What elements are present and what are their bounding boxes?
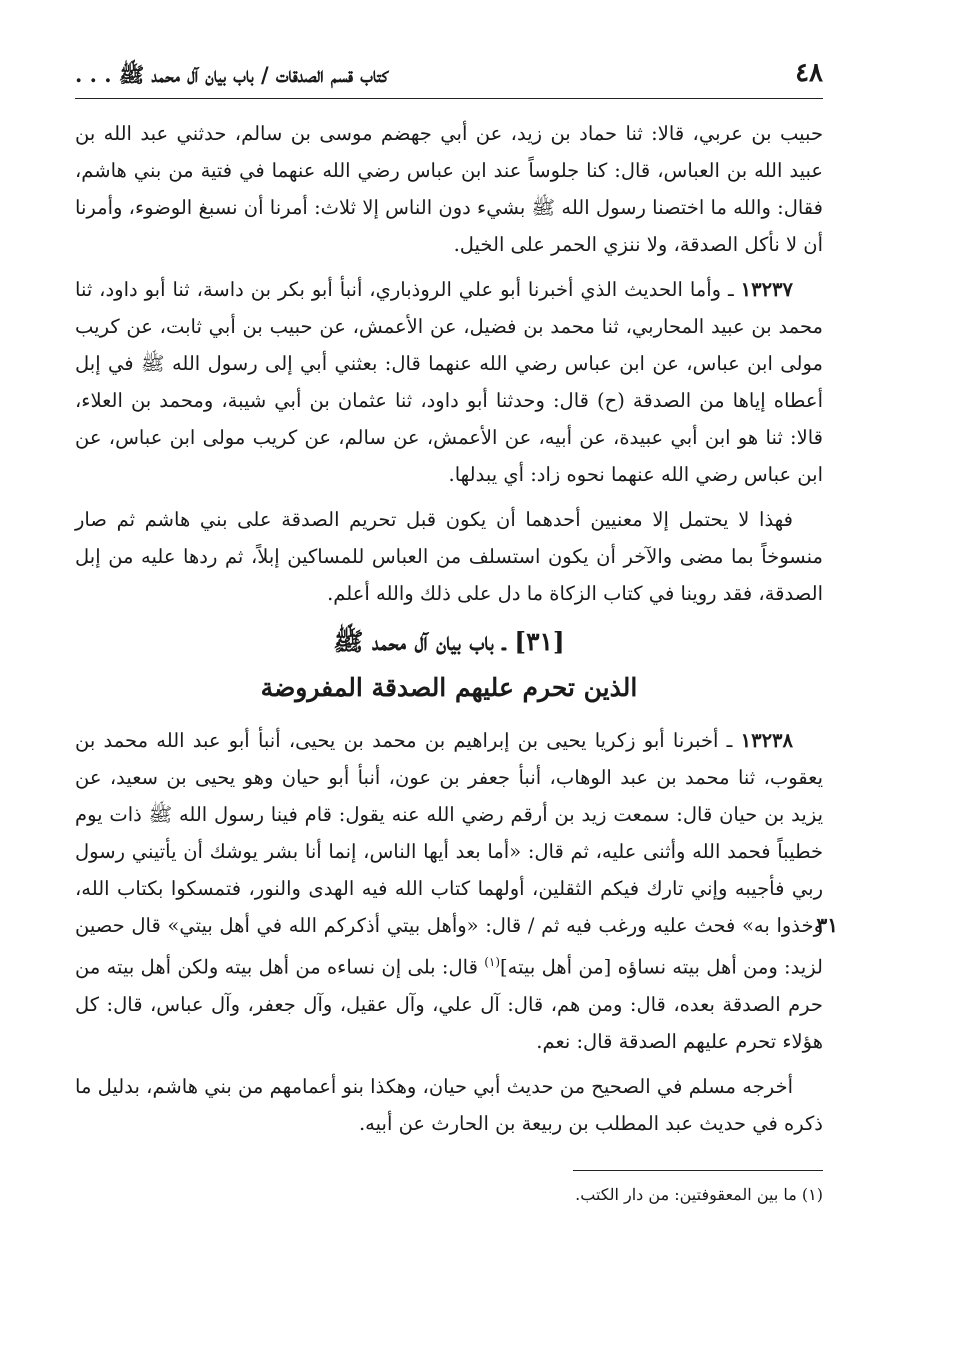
book-page bbox=[75, 52, 838, 1312]
paragraph-3: فهذا لا يحتمل إلا معنيين أحدهما أن يكون قبل تحريم الصدقة على بني هاشم ثم صار منسوخاً بما مضى والآخر أن يكون استسلف من العباس للمساكين إبلاً، ثم ردها عليه من إبل الصدقة، فقد روينا في كتاب الزكاة ما دل على ذلك والله أعلم. bbox=[75, 508, 823, 605]
hadith-text-end: قال: بلى إن نساءه من أهل بيته ولكن أهل بيته من حرم الصدقة بعده، قال: ومن هم، قال: آل علي، وآل عقيل، وآل جعفر، وآل عباس، قال: كل هؤلاء تحرم عليهم الصدقة قال: نعم. bbox=[75, 955, 823, 1053]
footnote: (١) ما بين المعقوفتين: من دار الكتب. bbox=[575, 1184, 823, 1204]
margin-folio-note: ٣١ bbox=[816, 913, 838, 937]
hadith-number: ١٣٢٣٨ bbox=[740, 729, 793, 752]
page-header bbox=[75, 52, 823, 99]
chapter-subtitle: الذين تحرم عليهم الصدقة المفروضة bbox=[260, 673, 638, 702]
paragraph-hadith-13238 bbox=[75, 722, 838, 1060]
hadith-number: ١٣٢٣٧ bbox=[740, 278, 793, 301]
paragraph-hadith-13237 bbox=[75, 271, 823, 493]
hadith-text: ـ أخبرنا أبو زكريا يحيى بن إبراهيم بن محمد بن يحيى، أنبأ أبو عبد الله محمد بن يعقوب، ثنا محمد بن عبد الوهاب، أنبأ جعفر بن عون، أنبأ أبو حيان وهو يحيى بن سعيد، عن يزيد بن حيان قال: سمعت زيد بن أرقم رضي الله عنه يقول: قام فينا رسول الله ﷺ ذات يوم خطيباً فحمد الله وأثنى عليه، ثم قال: «أما بعد أيها الناس، إنما أنا بشر يوشك أن يأتيني رسول ربي فأجيبه وإني تارك فيكم الثقلين، أولهما كتاب الله فيه الهدى والنور، فتمسكوا بكتاب الله، وخذوا به» فحث عليه ورغب فيه ثم / قال: «وأهل بيتي أذكركم الله في أهل بيتي» قال حصين لزيد: ومن أهل بيته نساؤه [من أهل بيته] bbox=[75, 729, 824, 979]
running-title: كتاب قسم الصدقات / باب بيان آل محمد ﷺ . . . bbox=[75, 62, 389, 87]
page-number: ٤٨ bbox=[795, 58, 823, 88]
footnote-divider bbox=[573, 1170, 823, 1171]
paragraph-5: أخرجه مسلم في الصحيح من حديث أبي حيان، وهكذا بنو أعمامهم من بني هاشم، بدليل ما ذكره في حديث عبد المطلب بن ربيعة بن الحارث عن أبيه. bbox=[75, 1074, 823, 1135]
chapter-title: [٣١] ـ باب بيان آل محمد ﷺ bbox=[333, 627, 565, 656]
paragraph-1: حبيب بن عربي، قالا: ثنا حماد بن زيد، عن أبي جهضم موسى بن سالم، حدثني عبد الله بن عبيد الله بن العباس، قال: كنا جلوساً عند ابن عباس رضي الله عنهما في فتية من بني هاشم، فقال: والله ما اختصنا رسول الله ﷺ بشيء دون الناس إلا ثلاث: أمرنا أن نسبغ الوضوء، وأمرنا أن لا نأكل الصدقة، ولا ننزي الحمر على الخيل. bbox=[75, 122, 823, 256]
footnote-marker[interactable]: (١) bbox=[484, 955, 501, 969]
hadith-text: ـ وأما الحديث الذي أخبرنا أبو علي الروذباري، أنبأ أبو بكر بن داسة، ثنا أبو داود، ثنا محمد بن عبيد المحاربي، ثنا محمد بن فضيل، عن الأعمش، عن حبيب بن أبي ثابت، عن كريب مولى ابن عباس، عن ابن عباس رضي الله عنهما قال: بعثني أبي إلى رسول الله ﷺ في إبل أعطاه إياها من الصدقة (ح) قال: وحدثنا أبو داود، ثنا عثمان بن أبي شيبة، ومحمد بن العلاء، قالا: ثنا هو ابن أبي عبيدة، عن أبيه، عن الأعمش، عن سالم، عن كريب مولى ابن عباس، عن ابن عباس رضي الله عنهما نحوه زاد: أي يبدلها. bbox=[75, 278, 824, 486]
